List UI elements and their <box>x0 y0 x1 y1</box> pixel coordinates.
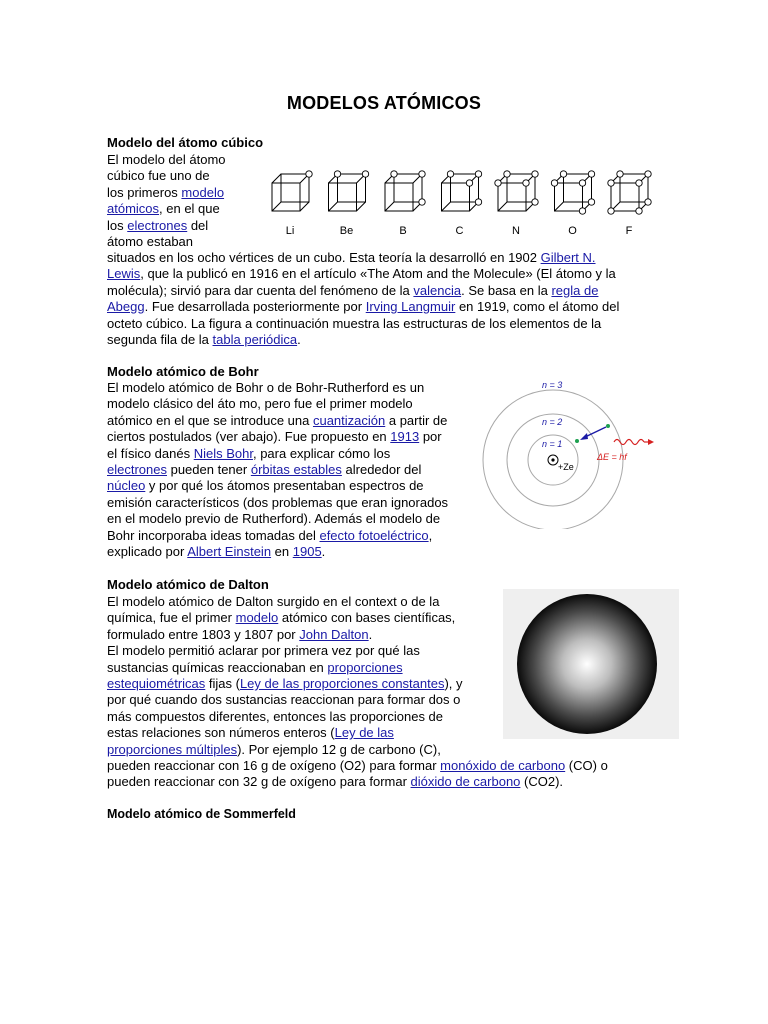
text-line <box>107 234 267 250</box>
text-line <box>107 201 267 217</box>
text-line <box>107 478 477 494</box>
text-span: El modelo atómico de Bohr o de Bohr-Rutherford es un <box>107 380 425 395</box>
electron-dot <box>645 171 651 177</box>
label-n3: n = 3 <box>542 380 563 390</box>
cubic-wide-paragraph <box>107 250 667 348</box>
inline-link[interactable]: John Dalton <box>299 626 369 642</box>
text-span: modelo clásico del áto mo, pero fue el primer modelo <box>107 396 413 412</box>
text-span: a partir de <box>385 412 448 428</box>
text-span: en 1919, como el átomo del <box>455 299 620 315</box>
text-line <box>107 250 667 266</box>
text-span: , para explicar cómo los <box>252 445 391 461</box>
text-span: fijas ( <box>205 676 240 692</box>
text-line <box>107 643 497 659</box>
text-span: octeto cúbico. La figura a continuación muestra las estructuras de los elementos de la <box>107 315 602 331</box>
inline-link[interactable]: proporciones múltiples <box>107 741 238 757</box>
text-span: del <box>187 217 209 233</box>
inline-link[interactable]: Ley de las proporciones constantes <box>239 676 445 692</box>
inline-link[interactable]: núcleo <box>107 478 146 494</box>
label-n2: n = 2 <box>542 417 563 427</box>
text-span: . <box>368 626 373 642</box>
electron-dot <box>532 199 538 205</box>
electron-dot <box>588 171 594 177</box>
inline-link[interactable]: dióxido de carbono <box>410 774 521 790</box>
label-energy: ΔE = hf <box>597 452 627 462</box>
inline-link[interactable]: Irving Langmuir <box>365 299 456 315</box>
page-title: MODELOS ATÓMICOS <box>286 93 482 113</box>
element-label: B <box>399 225 407 237</box>
text-span: y por qué los átomos presentaban espectros de <box>145 478 424 494</box>
text-line <box>107 725 497 741</box>
inline-link[interactable]: regla de <box>551 282 599 298</box>
electron-dot <box>608 208 614 214</box>
text-line <box>107 446 477 462</box>
text-line <box>107 168 267 184</box>
text-line <box>107 774 677 790</box>
text-span: formulado entre 1803 y 1807 por <box>107 626 300 642</box>
inline-link[interactable]: Ley de las <box>334 725 394 741</box>
text-span: atómico en el que se introduce una <box>107 412 313 428</box>
cube-F <box>608 171 651 237</box>
text-span: en <box>271 544 293 560</box>
electron-dot <box>617 171 623 177</box>
electron-dot <box>551 180 557 186</box>
cubic-narrow-paragraph <box>107 152 267 250</box>
inline-link[interactable]: 1913 <box>390 429 420 445</box>
text-span: por qué cuando dos sustancias reaccionan para formar dos o <box>107 692 461 708</box>
electron-dot <box>523 180 529 186</box>
photon-wave <box>614 440 644 445</box>
text-span: , en el que <box>159 201 220 217</box>
text-line <box>107 742 497 758</box>
heading-sommerfeld-model: Modelo atómico de Sommerfeld <box>107 807 296 821</box>
electron-dot <box>636 208 642 214</box>
text-span: . Fue desarrollada posteriormente por <box>144 299 366 315</box>
inline-link[interactable]: proporciones <box>327 659 403 675</box>
electron-dot <box>475 199 481 205</box>
inline-link[interactable]: Lewis <box>107 266 141 282</box>
text-span: situados en los ocho vértices de un cubo. Esta teoría la desarrolló en 1902 <box>107 250 541 265</box>
element-label: C <box>455 225 464 237</box>
text-span: cúbico fue uno de <box>107 168 210 184</box>
text-line <box>107 610 497 626</box>
label-n1: n = 1 <box>542 439 563 449</box>
inline-link[interactable]: cuantización <box>312 412 386 428</box>
element-label: F <box>625 225 633 237</box>
inline-link[interactable]: estequiométricas <box>107 676 206 692</box>
text-span: (CO2). <box>520 774 564 790</box>
text-span: explicado por <box>107 544 188 560</box>
text-line <box>107 218 267 234</box>
text-line <box>107 429 477 445</box>
text-span: . Se basa en la <box>461 282 552 298</box>
electron-dot <box>532 171 538 177</box>
inline-link[interactable]: electrones <box>107 462 167 478</box>
electron-dot <box>504 171 510 177</box>
inline-link[interactable]: 1905 <box>292 544 322 560</box>
electron-dot <box>588 199 594 205</box>
bohr-paragraph <box>107 380 477 560</box>
nucleus-center <box>551 458 554 461</box>
electron-dot <box>306 171 312 177</box>
heading-dalton-model: Modelo atómico de Dalton <box>107 577 269 592</box>
electron-dot <box>560 171 566 177</box>
text-line <box>107 627 497 643</box>
dalton-narrow-paragraph <box>107 594 497 758</box>
text-span: El modelo permitió aclarar por primera vez por qué las <box>107 643 420 659</box>
inline-link[interactable]: efecto fotoeléctrico <box>319 527 429 543</box>
text-span: pueden reaccionar con 16 g de oxígeno (O2) para formar <box>107 758 441 773</box>
electron-dot <box>579 208 585 214</box>
text-span: los <box>107 217 128 233</box>
text-span: El modelo del átomo <box>107 152 226 167</box>
text-line <box>107 692 497 708</box>
text-span: sustancias químicas reaccionaban en <box>107 659 328 675</box>
inline-link[interactable]: tabla periódica <box>212 332 298 348</box>
transition-arrowhead <box>580 433 588 440</box>
inline-link[interactable]: Niels Bohr <box>193 445 253 461</box>
text-span: Bohr incorporaba ideas tomadas del <box>107 527 320 543</box>
dalton-sphere-image <box>503 589 679 739</box>
text-line <box>107 152 267 168</box>
electron-dot <box>495 180 501 186</box>
text-line <box>107 413 477 429</box>
electron-dot <box>447 171 453 177</box>
text-span: átomo estaban <box>107 234 194 250</box>
text-span: emisión característicos (dos problemas que eran ignorados <box>107 494 449 510</box>
electron-dot <box>636 180 642 186</box>
inline-link[interactable]: valencia <box>413 282 462 298</box>
text-line <box>107 511 477 527</box>
electron-dot <box>579 180 585 186</box>
text-span: pueden tener <box>166 462 251 478</box>
text-span: por <box>419 429 442 445</box>
text-line <box>107 709 497 725</box>
electron-dot <box>391 171 397 177</box>
inline-link[interactable]: modelo <box>181 184 225 200</box>
text-span: . <box>321 544 326 560</box>
bohr-diagram <box>480 374 670 529</box>
text-line <box>107 332 667 348</box>
text-span: segunda fila de la <box>107 332 213 348</box>
heading-cubic-atom: Modelo del átomo cúbico <box>107 135 264 150</box>
text-line <box>107 185 267 201</box>
text-line <box>107 758 677 774</box>
electron-dot <box>419 199 425 205</box>
inline-link[interactable]: Albert Einstein <box>187 544 272 560</box>
electron-inner <box>575 439 579 443</box>
element-label: Be <box>339 225 354 237</box>
text-span: , que la publicó en 1916 en el artículo «The Atom and the Molecule» (El átomo y la <box>140 266 616 282</box>
text-span: ciertos postulados (ver abajo). Fue propuesto en <box>107 429 391 445</box>
electron-outer <box>606 424 610 428</box>
text-span: más compuestos diferentes, entonces las proporciones de <box>107 708 444 724</box>
cube-Li <box>272 171 312 237</box>
cube-O <box>551 171 594 237</box>
text-line <box>107 676 497 692</box>
text-span: atómico con bases científicas, <box>278 610 456 626</box>
inline-link[interactable]: Gilbert N. <box>540 250 596 265</box>
text-span: El modelo atómico de Dalton surgido en el context o de la <box>107 594 440 609</box>
heading-bohr-model: Modelo atómico de Bohr <box>107 364 259 379</box>
text-line <box>107 396 477 412</box>
electron-dot <box>475 171 481 177</box>
text-span: , <box>428 527 433 543</box>
inline-link[interactable]: electrones <box>127 217 188 233</box>
text-span: ). Por ejemplo 12 g de carbono (C), <box>237 741 441 757</box>
text-span: el físico danés <box>107 445 194 461</box>
text-line <box>107 462 477 478</box>
electron-dot <box>645 199 651 205</box>
electron-dot <box>334 171 340 177</box>
text-line <box>107 544 477 560</box>
text-span: pueden reaccionar con 32 g de oxígeno para formar <box>107 774 411 790</box>
inline-link[interactable]: Abegg <box>107 299 145 315</box>
inline-link[interactable]: atómicos <box>107 201 160 217</box>
text-line <box>107 528 477 544</box>
electron-dot <box>362 171 368 177</box>
inline-link[interactable]: órbitas estables <box>250 462 342 478</box>
text-line <box>107 299 667 315</box>
text-span: (CO) o <box>565 758 608 773</box>
electron-dot <box>466 180 472 186</box>
text-span: ), y <box>444 676 463 692</box>
text-span: estas relaciones son números enteros ( <box>107 725 335 741</box>
text-line <box>107 594 497 610</box>
dalton-sphere-frame <box>503 589 679 739</box>
text-span: química, fue el primer <box>107 610 236 626</box>
text-line <box>107 283 667 299</box>
text-line <box>107 380 477 396</box>
text-span: . <box>297 332 301 348</box>
electron-dot <box>419 171 425 177</box>
text-span: en el modelo previo de Rutherford). Además el modelo de <box>107 511 441 527</box>
cube-Be <box>329 171 369 237</box>
text-line <box>107 660 497 676</box>
element-label: Li <box>285 225 295 237</box>
dalton-wide-paragraph <box>107 758 677 791</box>
cube-N <box>495 171 538 237</box>
text-span: molécula); sirvió para dar cuenta del fenómeno de la <box>107 282 414 298</box>
photon-arrowhead <box>648 439 654 445</box>
cube-B <box>385 171 425 237</box>
electron-dot <box>608 180 614 186</box>
text-span: los primeros <box>107 184 182 200</box>
text-span: alrededor del <box>341 462 422 478</box>
element-label: N <box>512 225 520 237</box>
inline-link[interactable]: modelo <box>235 610 279 626</box>
cube-C <box>442 171 482 237</box>
text-line <box>107 316 667 332</box>
inline-link[interactable]: monóxido de carbono <box>440 758 566 773</box>
text-line <box>107 495 477 511</box>
element-label: O <box>568 225 577 237</box>
label-nucleus: +Ze <box>558 462 574 472</box>
text-line <box>107 266 667 282</box>
cubic-atom-figure <box>266 168 670 240</box>
